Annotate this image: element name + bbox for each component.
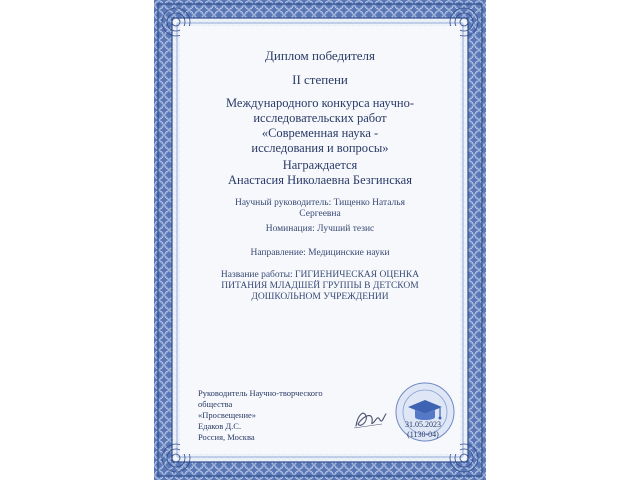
footer-signatory <box>198 388 348 443</box>
awarded-label: Награждается <box>282 158 358 172</box>
stamp-date <box>398 420 448 440</box>
diploma-title: Диплом победителя <box>265 48 375 63</box>
recipient-name: Анастасия Николаевна Безгинская <box>228 173 412 187</box>
footer-line: «Просвещение» <box>198 410 257 420</box>
contest-line: «Современная наука - <box>261 126 379 140</box>
nomination: Номинация: Лучший тезис <box>265 224 375 234</box>
footer-line: Едаков Д.С. <box>198 421 242 431</box>
direction: Направление: Медицинские науки <box>250 248 390 258</box>
supervisor: Научный руководитель: Тищенко Наталья Сергеевна <box>235 198 405 219</box>
contest-line: исследования и вопросы» <box>251 141 389 155</box>
award-block <box>154 158 486 188</box>
signature-icon <box>350 404 390 434</box>
footer-line: Россия, Москва <box>198 432 255 442</box>
footer-line: Руководитель Научно-творческого общества <box>198 388 323 409</box>
contest-line: исследовательских работ <box>253 111 387 125</box>
issue-date: 31.05.2023 <box>405 420 441 429</box>
registration-number: (1130-04) <box>407 430 439 439</box>
diploma-sheet <box>154 0 486 480</box>
contest-name <box>154 96 486 156</box>
contest-line: Международного конкурса научно- <box>225 96 414 110</box>
diploma-degree: II степени <box>292 72 348 87</box>
work-title: Название работы: ГИГИЕНИЧЕСКАЯ ОЦЕНКА ПИТАНИЯ МЛАДШЕЙ ГРУППЫ В ДЕТСКОМ ДОШКОЛЬНОМ УЧРЕЖДЕНИИ <box>220 270 420 302</box>
